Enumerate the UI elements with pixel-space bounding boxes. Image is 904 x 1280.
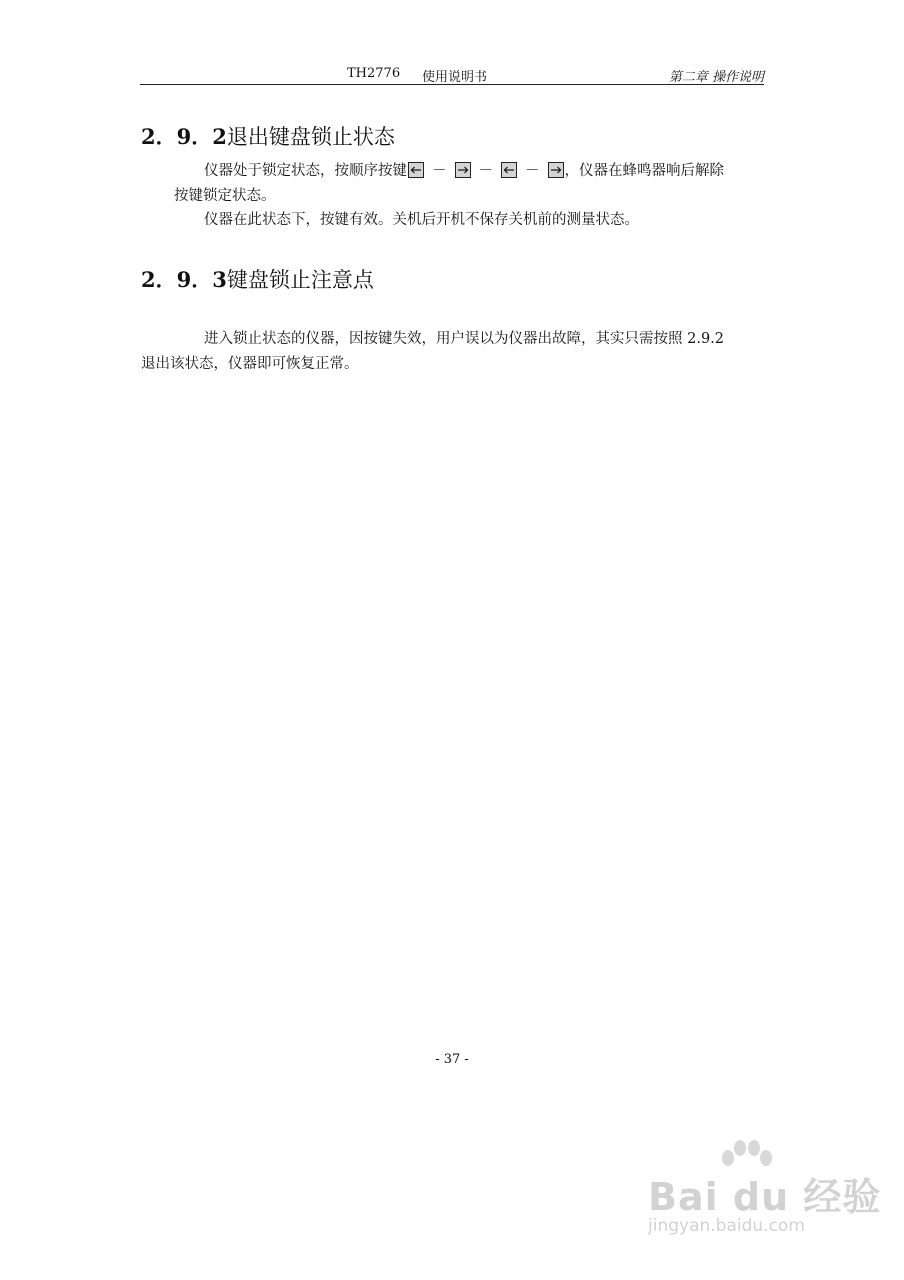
paragraph-text: 仪器处于锁定状态，按顺序按键	[204, 163, 407, 179]
section-heading-2-9-3	[141, 264, 374, 294]
paragraph-line: 按键锁定状态。	[174, 188, 276, 204]
paragraph-key-state: 仪器在此状态下，按键有效。关机后开机不保存关机前的测量状态。	[204, 212, 639, 228]
paragraph-unlock-instructions	[204, 159, 724, 180]
running-header	[140, 64, 764, 85]
watermark	[648, 1140, 882, 1250]
section-heading-2-9-2	[141, 121, 395, 151]
right-arrow-key-icon	[548, 162, 564, 178]
watermark-url: jingyan.baidu.com	[648, 1216, 805, 1236]
left-arrow-key-icon	[501, 162, 517, 178]
section-number: 2．9．3	[141, 267, 227, 292]
key-separator: －	[478, 163, 493, 179]
header-product: TH2776	[347, 66, 401, 81]
left-arrow-key-icon	[408, 162, 424, 178]
key-separator: －	[432, 163, 447, 179]
key-separator: －	[525, 163, 540, 179]
right-arrow-key-icon	[455, 162, 471, 178]
paragraph-text: ，仪器在蜂鸣器响后解除	[564, 163, 724, 179]
header-manual-title: 使用说明书	[422, 70, 488, 85]
section-title: 退出键盘锁止状态	[226, 125, 395, 149]
page-number: - 37 -	[435, 1052, 469, 1067]
paragraph-line: 退出该状态，仪器即可恢复正常。	[141, 356, 359, 372]
watermark-brand: Bai du 经验	[648, 1175, 882, 1219]
section-number: 2．9．2	[141, 124, 227, 149]
header-chapter: 第二章 操作说明	[668, 70, 764, 85]
section-title: 键盘锁止注意点	[226, 268, 374, 292]
paragraph-notice: 进入锁止状态的仪器，因按键失效，用户误以为仪器出故障，其实只需按照 2.9.2	[204, 331, 725, 347]
